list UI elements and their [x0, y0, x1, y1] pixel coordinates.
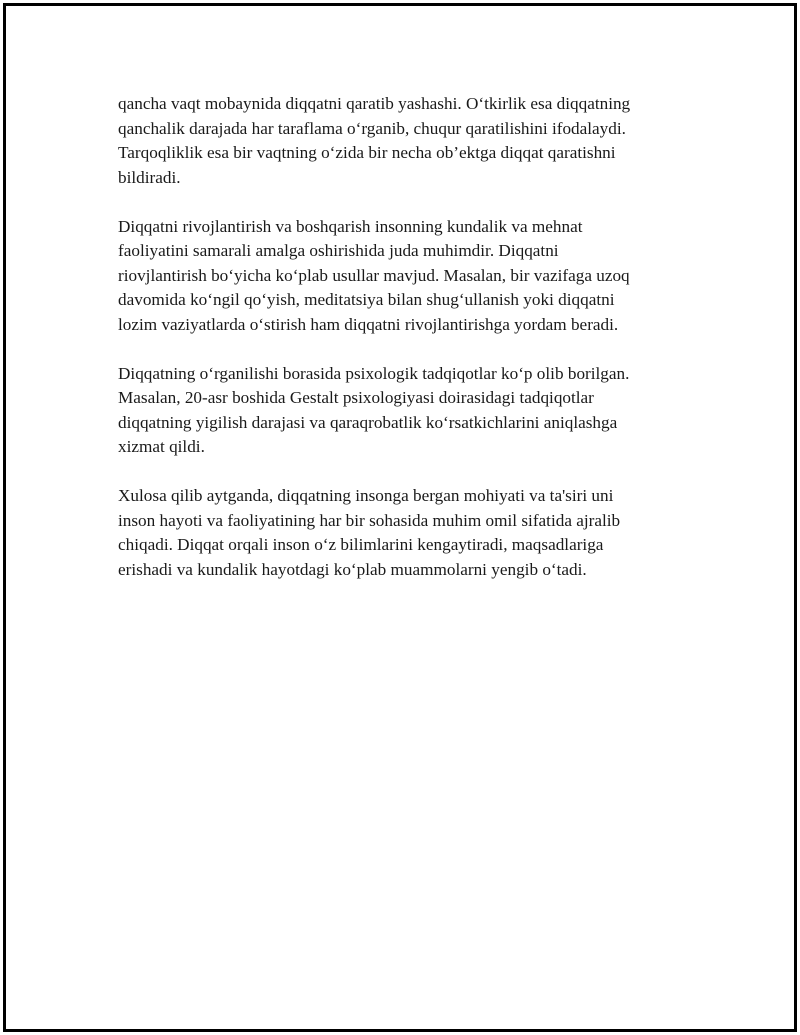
text-line: davomida ko‘ngil qo‘yish, meditatsiya bilan shug‘ullanish yoki diqqatni [118, 290, 615, 309]
text-line: riovjlantirish bo‘yicha ko‘plab usullar mavjud. Masalan, bir vazifaga uzoq [118, 265, 630, 285]
text-line: Masalan, 20-asr boshida Gestalt psixologiyasi doirasidagi tadqiqotlar [118, 388, 594, 407]
paragraph-2 [118, 215, 678, 338]
text-line: lozim vaziyatlarda o‘stirish ham diqqatni rivojlantirishga yordam beradi. [118, 314, 619, 334]
document-body [118, 92, 678, 607]
text-line: inson hayoti va faoliyatining har bir sohasida muhim omil sifatida ajralib [118, 510, 621, 530]
paragraph-1 [118, 92, 678, 190]
paragraph-4 [118, 484, 678, 582]
text-line: qancha vaqt mobaynida diqqatni qaratib yashashi. O‘tkirlik esa diqqatning [118, 94, 631, 113]
text-line: erishadi va kundalik hayotdagi ko‘plab muammolarni yengib o‘tadi. [118, 559, 587, 579]
text-line: diqqatning yigilish darajasi va qaraqrobatlik ko‘rsatkichlarini aniqlashga [118, 412, 618, 432]
text-line: chiqadi. Diqqat orqali inson o‘z bilimlarini kengaytiradi, maqsadlariga [118, 535, 604, 554]
text-line: qanchalik darajada har taraflama o‘rganib, chuqur qaratilishini ifodalaydi. [118, 118, 626, 138]
text-line: Diqqatni rivojlantirish va boshqarish insonning kundalik va mehnat [118, 216, 583, 236]
text-line: bildiradi. [118, 167, 181, 187]
text-line: xizmat qildi. [118, 437, 205, 456]
text-line: faoliyatini samarali amalga oshirishida juda muhimdir. Diqqatni [118, 241, 559, 260]
text-line: Xulosa qilib aytganda, diqqatning insonga bergan mohiyati va ta'siri uni [118, 486, 614, 505]
text-line: Diqqatning o‘rganilishi borasida psixologik tadqiqotlar ko‘p olib borilgan. [118, 363, 630, 383]
paragraph-3 [118, 362, 678, 460]
text-line: Tarqoqliklik esa bir vaqtning o‘zida bir necha ob’ektga diqqat qaratishni [118, 143, 616, 162]
